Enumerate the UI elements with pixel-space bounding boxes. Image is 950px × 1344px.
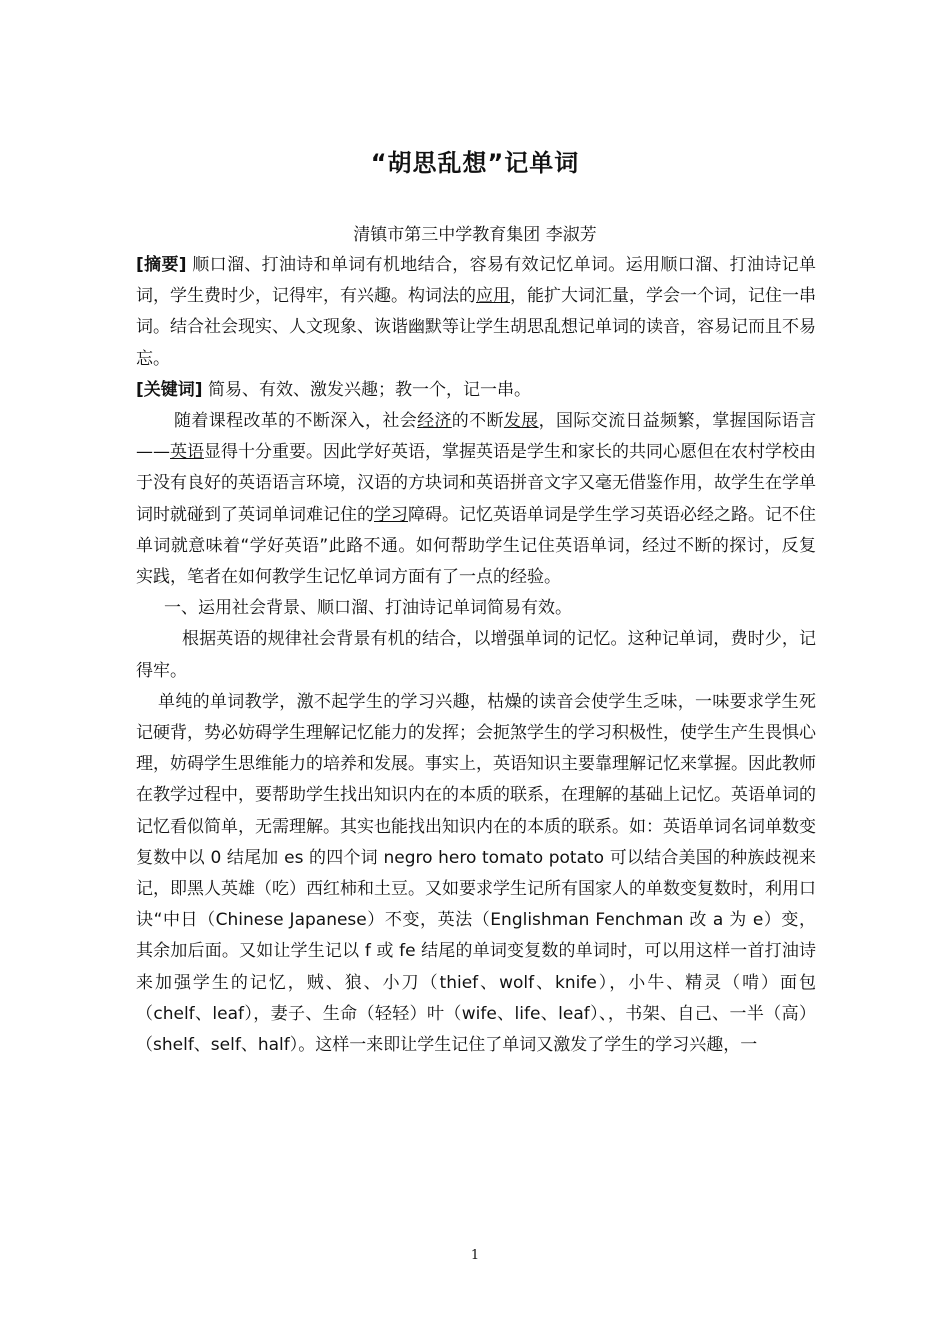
abstract-label: [摘要] <box>136 255 187 275</box>
document-body <box>136 250 816 1061</box>
abstract-paragraph <box>136 250 816 375</box>
intro-text-2: 的不断 <box>451 411 504 432</box>
abstract-text-a: 顺口溜、打油诗和单词有机地结合，容易有效记忆单词。运用顺口溜、打油诗记单词，学生费时少，记得牢，有兴趣。构词法的 <box>136 255 816 307</box>
intro-text-5: 障碍。记忆英语单词是学生学习英语必经之路。记不住单词就意味着“学好英语”此路不通。如何帮助学生记住英语单词，经过不断的探讨，反复实践，笔者在如何教学生记忆单词方面有了一点的经验。 <box>136 504 816 588</box>
link-application[interactable]: 应用 <box>476 286 510 307</box>
intro-text-3: ，国际交流日益频繁，掌握国际语言—— <box>136 411 817 463</box>
link-economy[interactable]: 经济 <box>417 411 452 432</box>
paragraph-2: 根据英语的规律社会背景有机的结合，以增强单词的记忆。这种记单词，费时少，记得牢。 <box>136 629 816 681</box>
intro-text-4: 显得十分重要。因此学好英语，掌握英语是学生和家长的共同心愿但在农村学校由于没有良好的英语语言环境，汉语的方块词和英语拼音文字又毫无借鉴作用，故学生在学单词时就碰到了英词单词难记住的 <box>136 442 816 525</box>
keywords-label: [关键词] <box>136 379 203 400</box>
link-study[interactable]: 学习 <box>374 504 408 525</box>
page-number: 1 <box>470 1248 480 1263</box>
paragraph-3: 单纯的单词教学，激不起学生的学习兴趣，枯燥的读音会使学生乏味，一味要求学生死记硬背，势必妨碍学生理解记忆能力的发挥；会扼煞学生的学习积极性，使学生产生畏惧心理，妨碍学生思维能力的培养和发展。事实上，英语知识主要靠理解记忆来掌握。因此教师在教学过程中，要帮助学生找出知识内在的本质的联系，在理解的基础上记忆。英语单词的记忆看似简单，无需理解。其实也能找出知识内在的本质的联系。如：英语单词名词单数变复数中以 0 结尾加 es 的四个词 negro hero tomato potato 可以结合美国的种族歧视来记，即黑人英雄（吃）西红柿和土豆。又如要求学生记所有国家人的单数变复数时，利用口诀“中日（Chinese Japanese）不变，英法（Englishman Fenchman 改 a 为 e）变，其余加后面。又如让学生记以 f 或 fe 结尾的单词变复数的单词时，可以用这样一首打油诗来加强学生的记忆，贼、狼、小刀（thief、wolf、knife），小牛、精灵（啃）面包（chelf、leaf），妻子、生命（轻轻）叶（wife、life、leaf）、，书架、自己、一半（高）（shelf、self、half）。这样一来即让学生记住了单词又激发了学生的学习兴趣，一 <box>136 691 816 1056</box>
keywords-paragraph <box>136 375 816 406</box>
intro-paragraph <box>136 406 816 593</box>
link-development[interactable]: 发展 <box>503 411 539 432</box>
document-title: “胡思乱想”记单词 <box>370 149 580 177</box>
abstract-text-b: ，能扩大词汇量，学会一个词，记住一串词。结合社会现实、人文现象、诙谐幽默等让学生胡思乱想记单词的读音，容易记而且不易忘。 <box>136 286 816 369</box>
keywords-text: 简易、有效、激发兴趣；教一个，记一串。 <box>202 379 531 400</box>
link-english[interactable]: 英语 <box>170 442 204 463</box>
intro-text-1: 随着课程改革的不断深入，社会 <box>174 411 418 432</box>
section-heading-1: 一、运用社会背景、顺口溜、打油诗记单词简易有效。 <box>164 598 572 619</box>
author-line: 清镇市第三中学教育集团 李淑芳 <box>353 225 597 245</box>
